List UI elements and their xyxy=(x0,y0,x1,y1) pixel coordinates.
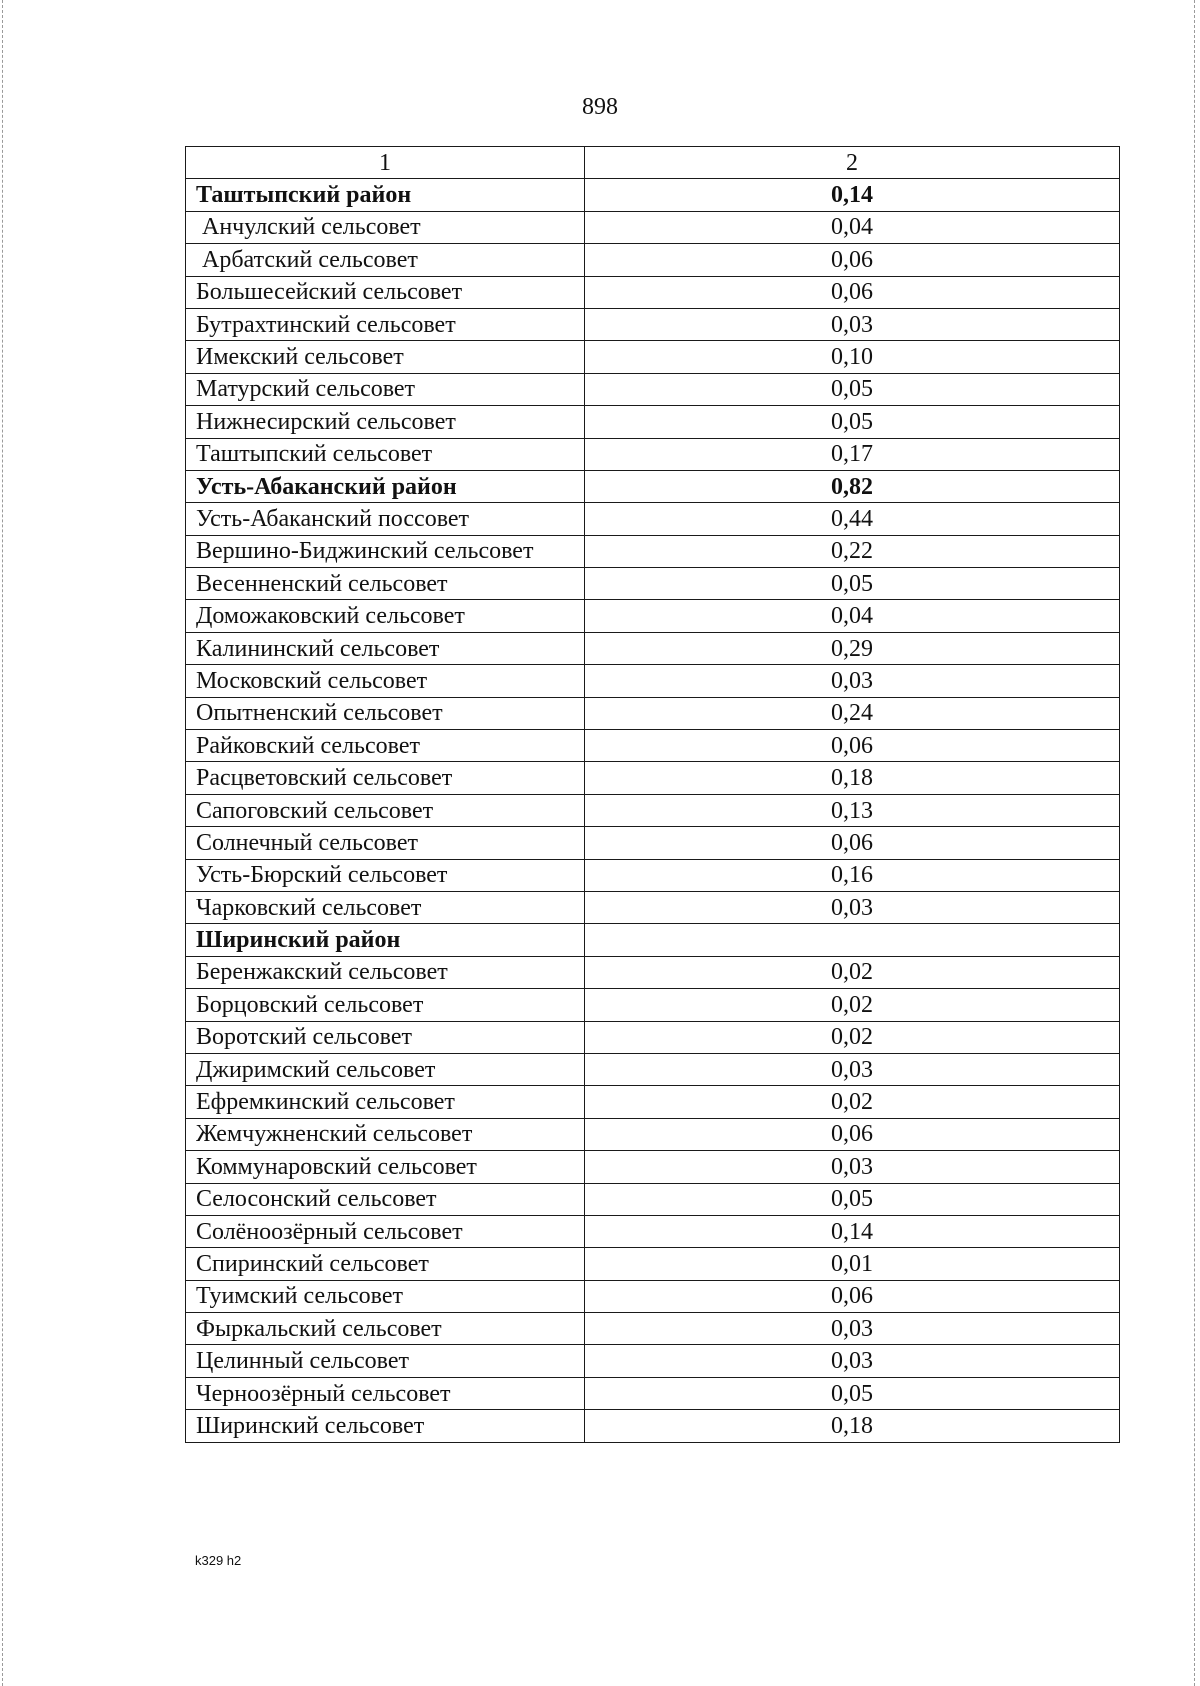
district-value: 0,14 xyxy=(585,179,1120,211)
settlement-value: 0,29 xyxy=(585,632,1120,664)
settlement-value: 0,18 xyxy=(585,762,1120,794)
settlement-value: 0,05 xyxy=(585,568,1120,600)
settlement-name: Расцветовский сельсовет xyxy=(186,762,585,794)
settlement-name: Таштыпский сельсовет xyxy=(186,438,585,470)
district-value: 0,82 xyxy=(585,470,1120,502)
settlement-name: Анчулский сельсовет xyxy=(186,211,585,243)
settlement-value: 0,17 xyxy=(585,438,1120,470)
district-name: Таштыпский район xyxy=(186,179,585,211)
settlement-name: Матурский сельсовет xyxy=(186,373,585,405)
settlement-value: 0,01 xyxy=(585,1248,1120,1280)
settlement-name: Весенненский сельсовет xyxy=(186,568,585,600)
page-number: 898 xyxy=(582,94,618,120)
settlement-name: Опытненский сельсовет xyxy=(186,697,585,729)
table-row xyxy=(186,1021,1120,1053)
settlement-name: Ефремкинский сельсовет xyxy=(186,1086,585,1118)
settlement-name: Бутрахтинский сельсовет xyxy=(186,308,585,340)
district-name: Ширинский район xyxy=(186,924,585,956)
table-row xyxy=(186,600,1120,632)
settlement-name: Усть-Бюрский сельсовет xyxy=(186,859,585,891)
scan-edge-right xyxy=(1194,0,1195,1686)
column-header-2: 2 xyxy=(585,147,1120,179)
settlement-value: 0,16 xyxy=(585,859,1120,891)
table-row xyxy=(186,762,1120,794)
settlement-value: 0,02 xyxy=(585,989,1120,1021)
table-row xyxy=(186,244,1120,276)
settlement-name: Сапоговский сельсовет xyxy=(186,794,585,826)
settlement-value: 0,02 xyxy=(585,1021,1120,1053)
settlement-name: Чарковский сельсовет xyxy=(186,891,585,923)
table-row xyxy=(186,1183,1120,1215)
settlement-name: Калининский сельсовет xyxy=(186,632,585,664)
table-row xyxy=(186,665,1120,697)
table-row xyxy=(186,373,1120,405)
settlement-name: Спиринский сельсовет xyxy=(186,1248,585,1280)
table-row xyxy=(186,1053,1120,1085)
settlement-name: Целинный сельсовет xyxy=(186,1345,585,1377)
settlement-value: 0,06 xyxy=(585,244,1120,276)
scan-edge-left xyxy=(2,0,3,1686)
settlement-value: 0,14 xyxy=(585,1215,1120,1247)
table-row xyxy=(186,503,1120,535)
table-row xyxy=(186,1248,1120,1280)
district-value xyxy=(585,924,1120,956)
settlement-value: 0,03 xyxy=(585,1053,1120,1085)
settlement-name: Солнечный сельсовет xyxy=(186,827,585,859)
table-header-row xyxy=(186,147,1120,179)
table-row xyxy=(186,1377,1120,1409)
settlement-value: 0,05 xyxy=(585,1183,1120,1215)
settlement-name: Вершино-Биджинский сельсовет xyxy=(186,535,585,567)
settlement-value: 0,13 xyxy=(585,794,1120,826)
data-table xyxy=(185,146,1120,1443)
table-row xyxy=(186,568,1120,600)
settlement-value: 0,06 xyxy=(585,730,1120,762)
table-body xyxy=(186,147,1120,1443)
settlement-value: 0,06 xyxy=(585,827,1120,859)
table-row xyxy=(186,1345,1120,1377)
settlement-name: Джиримский сельсовет xyxy=(186,1053,585,1085)
table-row xyxy=(186,827,1120,859)
district-row xyxy=(186,924,1120,956)
settlement-name: Туимский сельсовет xyxy=(186,1280,585,1312)
settlement-name: Воротский сельсовет xyxy=(186,1021,585,1053)
settlement-value: 0,03 xyxy=(585,891,1120,923)
settlement-value: 0,03 xyxy=(585,308,1120,340)
settlement-value: 0,18 xyxy=(585,1410,1120,1442)
table-row xyxy=(186,859,1120,891)
table-row xyxy=(186,794,1120,826)
settlement-value: 0,22 xyxy=(585,535,1120,567)
settlement-value: 0,10 xyxy=(585,341,1120,373)
settlement-value: 0,06 xyxy=(585,276,1120,308)
settlement-name: Московский сельсовет xyxy=(186,665,585,697)
settlement-name: Черноозёрный сельсовет xyxy=(186,1377,585,1409)
table-row xyxy=(186,1151,1120,1183)
table-row xyxy=(186,1118,1120,1150)
settlement-name: Большесейский сельсовет xyxy=(186,276,585,308)
table-row xyxy=(186,1313,1120,1345)
table-row xyxy=(186,1215,1120,1247)
settlement-name: Беренжакский сельсовет xyxy=(186,956,585,988)
table-row xyxy=(186,308,1120,340)
settlement-value: 0,04 xyxy=(585,211,1120,243)
settlement-value: 0,04 xyxy=(585,600,1120,632)
settlement-name: Борцовский сельсовет xyxy=(186,989,585,1021)
settlement-name: Фыркальский сельсовет xyxy=(186,1313,585,1345)
settlement-value: 0,05 xyxy=(585,406,1120,438)
settlement-value: 0,03 xyxy=(585,1345,1120,1377)
settlement-value: 0,03 xyxy=(585,1313,1120,1345)
district-name: Усть-Абаканский район xyxy=(186,470,585,502)
settlement-value: 0,05 xyxy=(585,1377,1120,1409)
settlement-value: 0,06 xyxy=(585,1118,1120,1150)
table-row xyxy=(186,438,1120,470)
settlement-name: Нижнесирский сельсовет xyxy=(186,406,585,438)
settlement-value: 0,03 xyxy=(585,665,1120,697)
column-header-1: 1 xyxy=(186,147,585,179)
table-row xyxy=(186,341,1120,373)
settlement-name: Имекский сельсовет xyxy=(186,341,585,373)
settlement-value: 0,05 xyxy=(585,373,1120,405)
table-row xyxy=(186,211,1120,243)
settlement-name: Райковский сельсовет xyxy=(186,730,585,762)
table-row xyxy=(186,276,1120,308)
settlement-name: Ширинский сельсовет xyxy=(186,1410,585,1442)
settlement-value: 0,44 xyxy=(585,503,1120,535)
table-row xyxy=(186,632,1120,664)
settlement-value: 0,02 xyxy=(585,956,1120,988)
settlement-value: 0,02 xyxy=(585,1086,1120,1118)
table-row xyxy=(186,535,1120,567)
settlement-name: Жемчужненский сельсовет xyxy=(186,1118,585,1150)
settlement-name: Усть-Абаканский поссовет xyxy=(186,503,585,535)
settlement-name: Арбатский сельсовет xyxy=(186,244,585,276)
table-row xyxy=(186,1086,1120,1118)
settlement-name: Селосонский сельсовет xyxy=(186,1183,585,1215)
district-row xyxy=(186,179,1120,211)
table-row xyxy=(186,1280,1120,1312)
table-row xyxy=(186,730,1120,762)
table-row xyxy=(186,956,1120,988)
district-row xyxy=(186,470,1120,502)
settlement-name: Доможаковский сельсовет xyxy=(186,600,585,632)
settlement-value: 0,24 xyxy=(585,697,1120,729)
settlement-name: Солёноозёрный сельсовет xyxy=(186,1215,585,1247)
table-row xyxy=(186,989,1120,1021)
table-row xyxy=(186,697,1120,729)
settlement-value: 0,03 xyxy=(585,1151,1120,1183)
footer-code: k329 h2 xyxy=(195,1553,242,1568)
settlement-value: 0,06 xyxy=(585,1280,1120,1312)
settlement-name: Коммунаровский сельсовет xyxy=(186,1151,585,1183)
table-row xyxy=(186,1410,1120,1442)
table-row xyxy=(186,406,1120,438)
table-row xyxy=(186,891,1120,923)
